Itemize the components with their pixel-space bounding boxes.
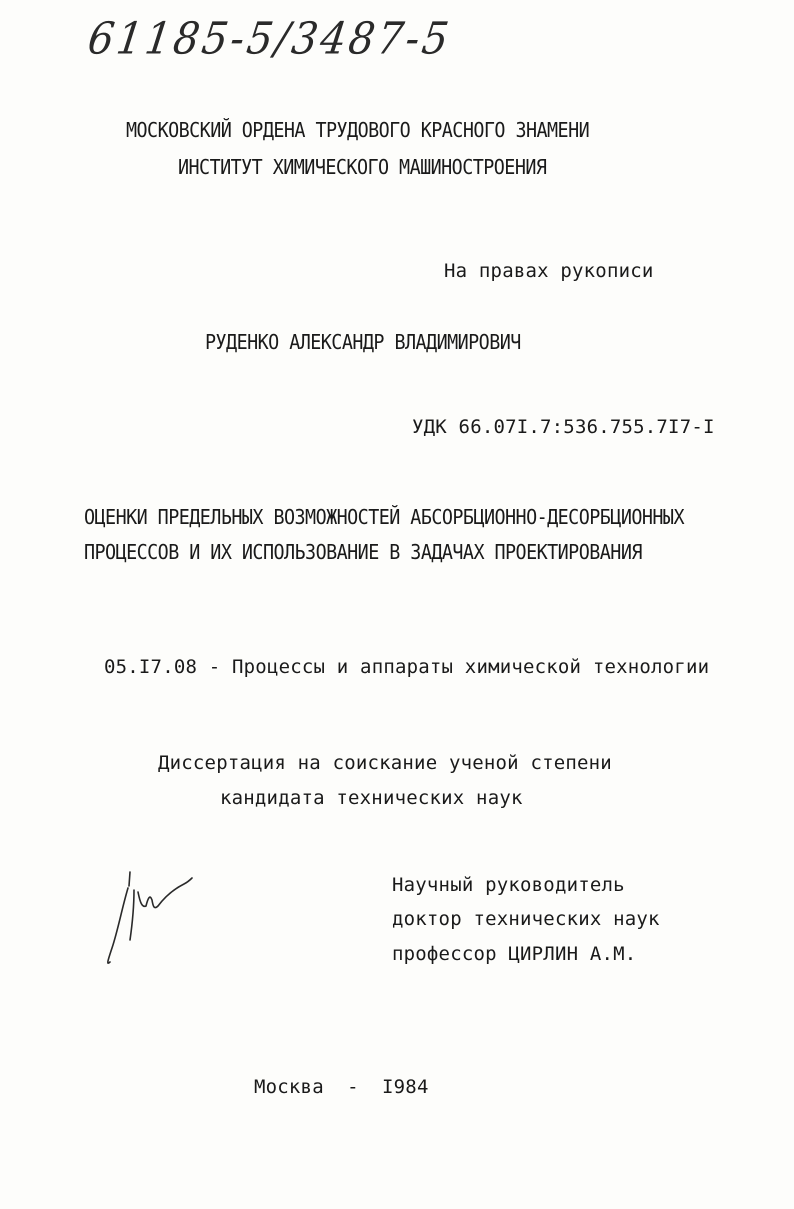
udc-code: УДК 66.07I.7:536.755.7I7-I (412, 416, 715, 438)
specialty-code: 05.I7.08 - Процессы и аппараты химической технологии (104, 656, 710, 678)
institution-line-2: ИНСТИТУТ ХИМИЧЕСКОГО МАШИНОСТРОЕНИЯ (178, 155, 547, 179)
institution-line-1: МОСКОВСКИЙ ОРДЕНА ТРУДОВОГО КРАСНОГО ЗНАМЕНИ (126, 118, 590, 142)
supervisor-name: профессор ЦИРЛИН А.М. (392, 943, 637, 965)
handwritten-archive-number: 61185-5/3487-5 (84, 14, 455, 65)
thesis-title-line-1: ОЦЕНКИ ПРЕДЕЛЬНЫХ ВОЗМОЖНОСТЕЙ АБСОРБЦИОННО-ДЕСОРБЦИОННЫХ (84, 505, 684, 529)
degree-line-2: кандидата технических наук (220, 787, 523, 809)
manuscript-rights: На правах рукописи (444, 260, 654, 282)
author-name: РУДЕНКО АЛЕКСАНДР ВЛАДИМИРОВИЧ (205, 330, 521, 354)
thesis-title-line-2: ПРОЦЕССОВ И ИХ ИСПОЛЬЗОВАНИЕ В ЗАДАЧАХ ПРОЕКТИРОВАНИЯ (84, 540, 642, 564)
degree-line-1: Диссертация на соискание ученой степени (158, 752, 612, 774)
supervisor-title: Научный руководитель (392, 874, 625, 896)
handwritten-signature (100, 868, 210, 978)
supervisor-degree: доктор технических наук (392, 908, 660, 930)
place-and-year: Москва - I984 (254, 1076, 429, 1098)
